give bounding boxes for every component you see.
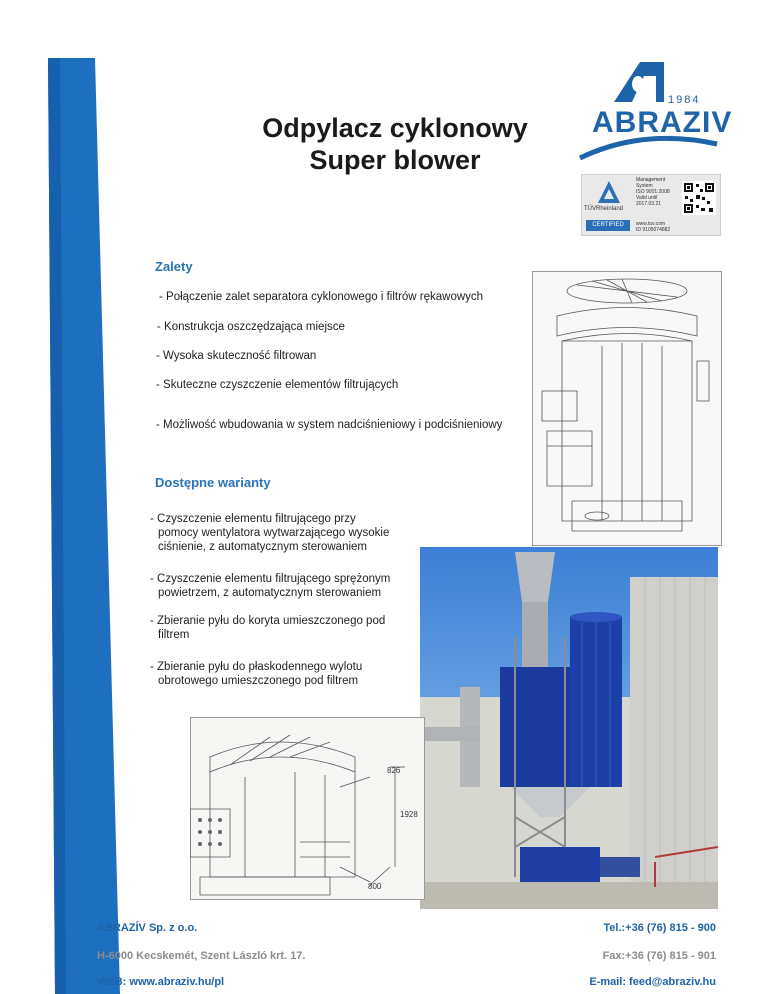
footer-fax: Fax:+36 (76) 815 - 901 xyxy=(602,950,716,962)
footer-address: H-6000 Kecskemét, Szent László krt. 17. xyxy=(97,950,306,962)
advantage-item: - Wysoka skuteczność filtrowan xyxy=(156,350,317,362)
footer-tel: Tel.:+36 (76) 815 - 900 xyxy=(603,922,716,934)
dimension-1928: 1928 xyxy=(400,810,418,819)
dimensioned-drawing xyxy=(190,717,425,900)
variant-item: - Czyszczenie elementu filtrującego sprężonym powietrzem, z automatycznym sterowaniem xyxy=(150,573,391,599)
certified-badge: CERTIFIED xyxy=(586,220,630,231)
logo-year: 1984 xyxy=(668,94,701,106)
cert-details: Management System ISO 9001:2008 Valid until 2017.03.21 xyxy=(636,177,670,207)
dimension-826: 826 xyxy=(387,766,401,775)
footer-web-link[interactable]: WEB: www.abraziv.hu/pl xyxy=(97,976,225,988)
variant-item: - Czyszczenie elementu filtrującego przy pomocy wentylatora wytwarzającego wysokie ciśnienie, z automatycznym sterowaniem xyxy=(150,513,390,553)
dimension-800: 800 xyxy=(368,882,382,891)
cert-web: www.tuv.com ID 9105074882 xyxy=(636,221,671,233)
advantages-heading: Zalety xyxy=(155,259,193,274)
abraziv-logo xyxy=(572,58,733,168)
advantage-item: - Konstrukcja oszczędzająca miejsce xyxy=(157,321,345,333)
advantage-item: - Możliwość wbudowania w system nadciśnieniowy i podciśnieniowy xyxy=(156,419,503,431)
advantage-item: - Skuteczne czyszczenie elementów filtrujących xyxy=(156,379,399,391)
footer-email-link[interactable]: E-mail: feed@abraziv.hu xyxy=(589,976,716,988)
logo-name: ABRAZIV xyxy=(592,106,733,139)
qr-code-icon xyxy=(682,181,716,215)
exploded-view-drawing xyxy=(532,271,722,546)
tuv-brand: TÜVRheinland xyxy=(584,206,624,212)
variants-heading: Dostępne warianty xyxy=(155,475,271,490)
footer-company: ABRAZÍV Sp. z o.o. xyxy=(97,922,198,934)
page-title: Odpylacz cyklonowy Super blower xyxy=(262,113,528,175)
left-blue-band xyxy=(0,0,140,994)
tuv-triangle-icon xyxy=(596,179,622,205)
advantage-item: - Połączenie zalet separatora cyklonowego i filtrów rękawowych xyxy=(159,291,484,303)
variant-item: - Zbieranie pyłu do płaskodennego wylotu obrotowego umieszczonego pod filtrem xyxy=(150,661,363,687)
installation-photo xyxy=(420,547,718,909)
variant-item: - Zbieranie pyłu do koryta umieszczonego pod filtrem xyxy=(150,615,386,641)
tuv-certificate xyxy=(581,174,721,236)
